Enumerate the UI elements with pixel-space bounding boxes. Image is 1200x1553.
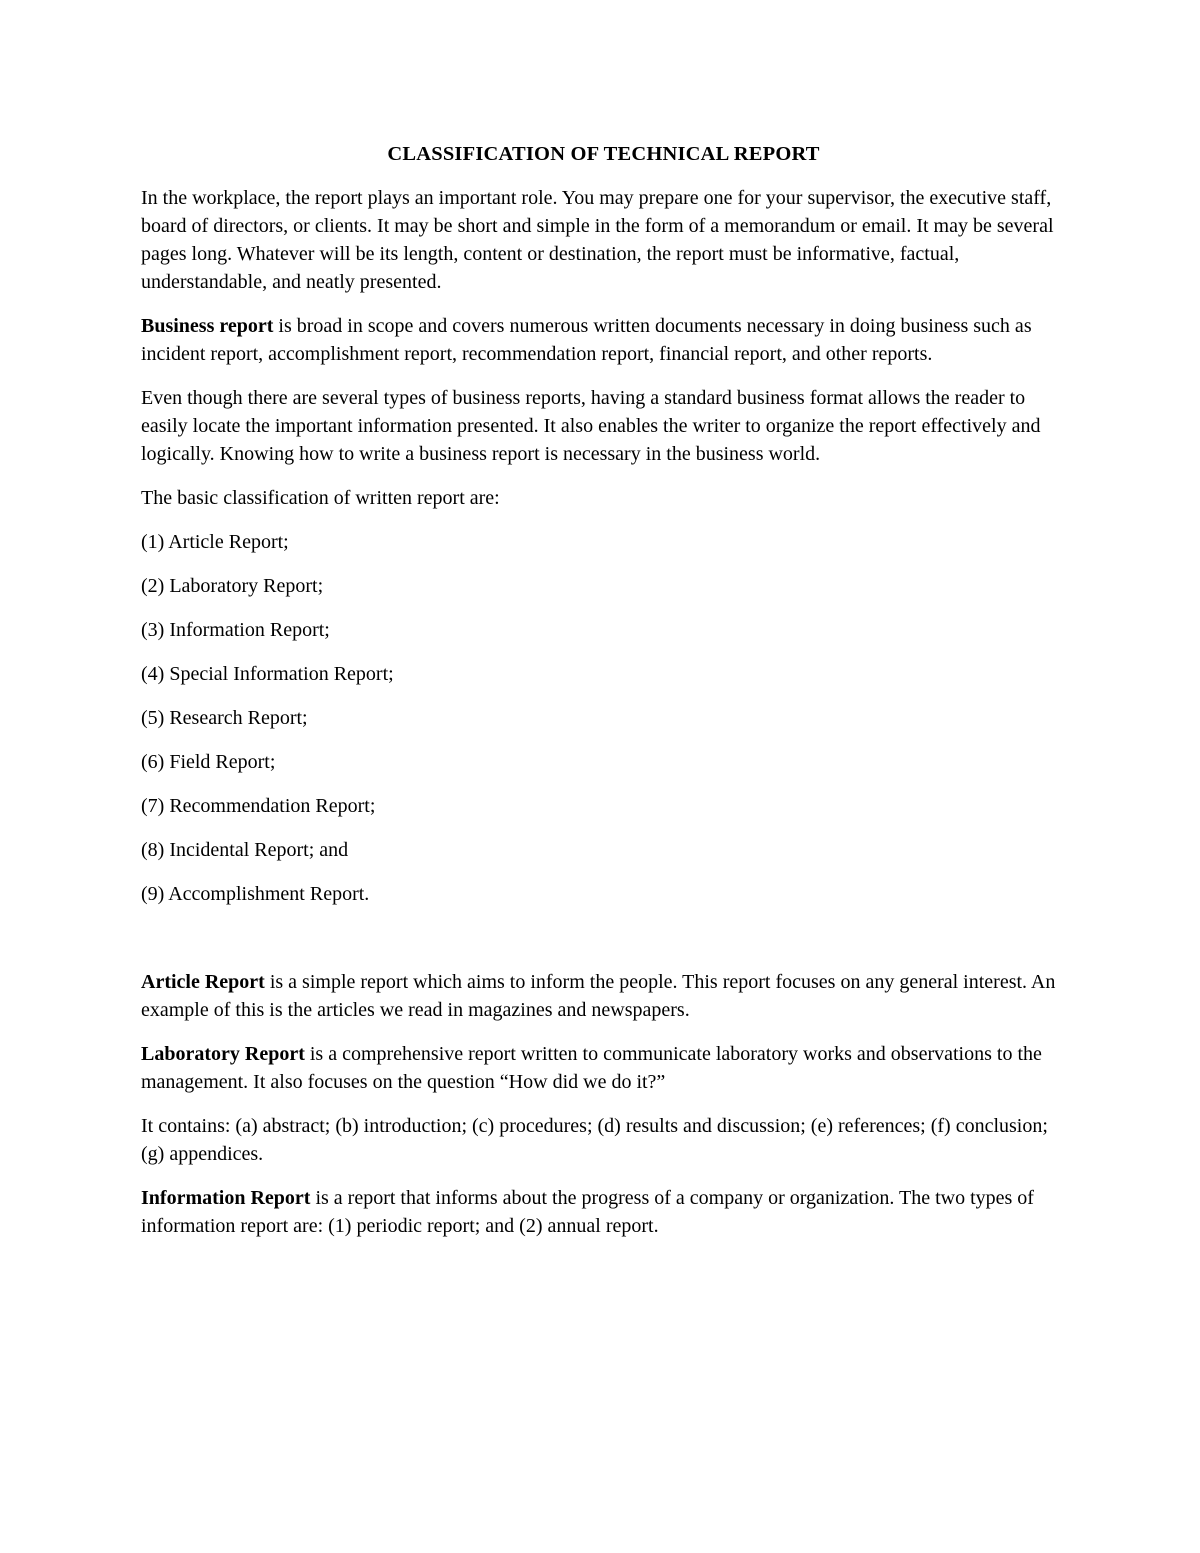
classification-lead: The basic classification of written report are: [141, 487, 500, 509]
business-report-term: Business report [141, 315, 274, 337]
list-item: (7) Recommendation Report; [141, 795, 376, 817]
list-item: (6) Field Report; [141, 751, 276, 773]
information-report-term: Information Report [141, 1187, 311, 1209]
laboratory-report-paragraph [141, 1040, 1066, 1096]
document-title: CLASSIFICATION OF TECHNICAL REPORT [387, 143, 820, 165]
business-report-paragraph [141, 312, 1066, 368]
information-report-paragraph [141, 1184, 1066, 1240]
list-item: (5) Research Report; [141, 707, 308, 729]
list-item: (9) Accomplishment Report. [141, 883, 370, 905]
list-item: (1) Article Report; [141, 531, 289, 553]
classification-list [141, 528, 1066, 908]
format-paragraph: Even though there are several types of business reports, having a standard business format allows the reader to easily locate the important information presented. It also enables the writer to organize the report effectively and logically. Knowing how to write a business report is necessary in the business world. [141, 387, 1041, 465]
list-item: (8) Incidental Report; and [141, 839, 349, 861]
article-report-paragraph [141, 968, 1066, 1024]
document-page [141, 140, 1066, 1256]
laboratory-report-term: Laboratory Report [141, 1043, 305, 1065]
article-report-text: is a simple report which aims to inform the people. This report focuses on any general interest. An example of this is the articles we read in magazines and newspapers. [141, 971, 1056, 1021]
intro-paragraph: In the workplace, the report plays an important role. You may prepare one for your supervisor, the executive staff, board of directors, or clients. It may be short and simple in the form of a memorandum or email. It may be several pages long. Whatever will be its length, content or destination, the report must be informative, factual, understandable, and neatly presented. [141, 187, 1054, 293]
list-item: (4) Special Information Report; [141, 663, 394, 685]
list-item: (3) Information Report; [141, 619, 330, 641]
information-report-text: is a report that informs about the progress of a company or organization. The two types of information report are: (1) periodic report; and (2) annual report. [141, 1187, 1034, 1237]
lab-contents-paragraph: It contains: (a) abstract; (b) introduction; (c) procedures; (d) results and discussion; (e) references; (f) conclusion; (g) appendices. [141, 1115, 1048, 1165]
list-item: (2) Laboratory Report; [141, 575, 324, 597]
article-report-term: Article Report [141, 971, 265, 993]
laboratory-report-text: is a comprehensive report written to communicate laboratory works and observations to the management. It also focuses on the question “How did we do it?” [141, 1043, 1042, 1093]
business-report-text: is broad in scope and covers numerous written documents necessary in doing business such as incident report, accomplishment report, recommendation report, financial report, and other reports. [141, 315, 1032, 365]
